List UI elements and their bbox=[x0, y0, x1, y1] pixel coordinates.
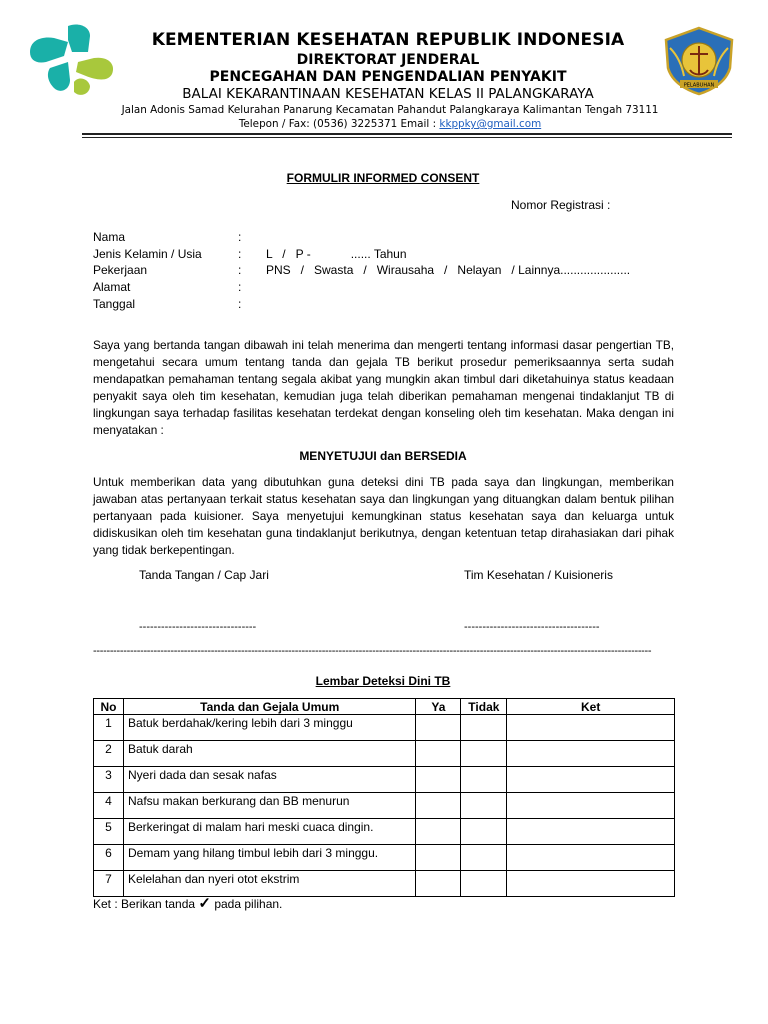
note-cell[interactable] bbox=[507, 845, 675, 871]
table-row bbox=[94, 767, 675, 793]
office-contact bbox=[40, 118, 740, 130]
detection-table bbox=[93, 698, 675, 897]
note-cell[interactable] bbox=[507, 741, 675, 767]
field-value-occupation: PNS / Swasta / Wirausaha / Nelayan / Lainnya..................... bbox=[266, 263, 631, 277]
no-cell[interactable] bbox=[461, 741, 507, 767]
table-row bbox=[94, 819, 675, 845]
row-symptom: Batuk berdahak/kering lebih dari 3 minggu bbox=[123, 715, 415, 741]
table-row bbox=[94, 845, 675, 871]
email-link[interactable]: kkppky@gmail.com bbox=[439, 118, 542, 130]
no-cell[interactable] bbox=[461, 767, 507, 793]
field-colon: : bbox=[238, 230, 242, 244]
office-address: Jalan Adonis Samad Kelurahan Panarung Kecamatan Pahandut Palangkaraya Kalimantan Tengah 73111 bbox=[121, 104, 659, 116]
no-cell[interactable] bbox=[461, 845, 507, 871]
column-header-no: No bbox=[94, 699, 124, 715]
yes-cell[interactable] bbox=[416, 715, 461, 741]
checkmark-icon: ✓ bbox=[198, 895, 211, 912]
column-header-no-answer: Tidak bbox=[461, 699, 507, 715]
signature-line-right: ------------------------------------- bbox=[464, 621, 600, 633]
note-cell[interactable] bbox=[507, 715, 675, 741]
agree-heading: MENYETUJUI dan BERSEDIA bbox=[299, 449, 467, 463]
yes-cell[interactable] bbox=[416, 845, 461, 871]
row-symptom: Nafsu makan berkurang dan BB menurun bbox=[123, 793, 415, 819]
note-cell[interactable] bbox=[507, 793, 675, 819]
field-label-name: Nama bbox=[93, 230, 126, 244]
no-cell[interactable] bbox=[461, 871, 507, 897]
table-row bbox=[94, 741, 675, 767]
field-colon: : bbox=[238, 263, 242, 277]
column-header-note: Ket bbox=[507, 699, 675, 715]
no-cell[interactable] bbox=[461, 819, 507, 845]
row-number: 7 bbox=[94, 871, 124, 897]
no-cell[interactable] bbox=[461, 715, 507, 741]
ministry-logo bbox=[28, 22, 116, 98]
column-header-symptom: Tanda dan Gejala Umum bbox=[123, 699, 415, 715]
note-cell[interactable] bbox=[507, 819, 675, 845]
yes-cell[interactable] bbox=[416, 767, 461, 793]
note-prefix: Ket : Berikan tanda bbox=[93, 897, 199, 911]
field-label-occupation: Pekerjaan bbox=[93, 263, 148, 277]
cut-line: ---------------------------------------------------------------------------------------------------------------------------------------------------------------------- bbox=[93, 645, 652, 657]
note-cell[interactable] bbox=[507, 871, 675, 897]
yes-cell[interactable] bbox=[416, 741, 461, 767]
signature-label-right: Tim Kesehatan / Kuisioneris bbox=[464, 568, 613, 582]
phone-fax: Telepon / Fax: (0536) 3225371 Email : bbox=[238, 118, 440, 130]
row-symptom: Nyeri dada dan sesak nafas bbox=[123, 767, 415, 793]
row-symptom: Berkeringat di malam hari meski cuaca dingin. bbox=[123, 819, 415, 845]
header-rule-thin bbox=[82, 137, 732, 138]
registration-number-label: Nomor Registrasi : bbox=[511, 198, 611, 212]
row-symptom: Batuk darah bbox=[123, 741, 415, 767]
note-suffix: pada pilihan. bbox=[210, 897, 283, 911]
header-ministry: KEMENTERIAN KESEHATAN REPUBLIK INDONESIA bbox=[151, 30, 625, 50]
table-note bbox=[93, 894, 282, 912]
yes-cell[interactable] bbox=[416, 819, 461, 845]
row-number: 6 bbox=[94, 845, 124, 871]
form-title: FORMULIR INFORMED CONSENT bbox=[286, 171, 480, 185]
field-label-address: Alamat bbox=[93, 280, 131, 294]
header-directorate: DIREKTORAT JENDERAL bbox=[296, 52, 480, 68]
no-cell[interactable] bbox=[461, 793, 507, 819]
emblem-text: PELABUHAN bbox=[683, 82, 715, 89]
row-symptom: Kelelahan dan nyeri otot ekstrim bbox=[123, 871, 415, 897]
table-row bbox=[94, 793, 675, 819]
signature-line-left: -------------------------------- bbox=[139, 621, 257, 633]
header-office: BALAI KEKARANTINAAN KESEHATAN KELAS II PALANGKARAYA bbox=[182, 86, 594, 102]
table-header-row bbox=[94, 699, 675, 715]
port-health-emblem bbox=[660, 26, 738, 96]
row-number: 5 bbox=[94, 819, 124, 845]
consent-paragraph: Saya yang bertanda tangan dibawah ini telah menerima dan mengerti tentang informasi dasar pengertian TB, mengetahui secara umum tentang tanda dan gejala TB berikut prosedur pemeriksaannya serta sudah mendapatkan pemahaman tentang segala akibat yang mungkin akan timbul dari diketahuinya status keadaan penyakit saya oleh tim kesehatan, kemudian juga telah diberikan pemahaman mengenai tindaklanjut TB di lingkungan saya terhadap fasilitas kesehatan terdekat dengan konseling oleh tim kesehatan. Maka dengan ini menyatakan : bbox=[93, 338, 674, 437]
row-symptom: Demam yang hilang timbul lebih dari 3 minggu. bbox=[123, 845, 415, 871]
column-header-yes: Ya bbox=[416, 699, 461, 715]
header-division: PENCEGAHAN DAN PENGENDALIAN PENYAKIT bbox=[209, 69, 567, 85]
yes-cell[interactable] bbox=[416, 793, 461, 819]
note-cell[interactable] bbox=[507, 767, 675, 793]
field-value-gender-age: L / P - ...... Tahun bbox=[266, 247, 407, 261]
signature-label-left: Tanda Tangan / Cap Jari bbox=[139, 568, 269, 582]
field-colon: : bbox=[238, 297, 242, 311]
field-label-gender-age: Jenis Kelamin / Usia bbox=[93, 247, 202, 261]
yes-cell[interactable] bbox=[416, 871, 461, 897]
row-number: 1 bbox=[94, 715, 124, 741]
detection-title: Lembar Deteksi Dini TB bbox=[315, 674, 451, 688]
field-colon: : bbox=[238, 247, 242, 261]
row-number: 2 bbox=[94, 741, 124, 767]
table-row bbox=[94, 715, 675, 741]
row-number: 4 bbox=[94, 793, 124, 819]
row-number: 3 bbox=[94, 767, 124, 793]
agreement-paragraph: Untuk memberikan data yang dibutuhkan guna deteksi dini TB pada saya dan lingkungan, memberikan jawaban atas pertanyaan terkait status kesehatan saya dan lingkungan yang dituangkan dalam bentuk pilihan pertanyaan pada kuisioner. Saya menyetujui kemungkinan status kesehatan saya dan keluarga untuk didiskusikan oleh tim kesehatan guna tindaklanjut berikutnya, dengan ketentuan tetap dirahasiakan dari pihak yang tidak berkepentingan. bbox=[93, 475, 674, 557]
field-label-date: Tanggal bbox=[93, 297, 136, 311]
header-rule bbox=[82, 133, 732, 135]
table-row bbox=[94, 871, 675, 897]
field-colon: : bbox=[238, 280, 242, 294]
